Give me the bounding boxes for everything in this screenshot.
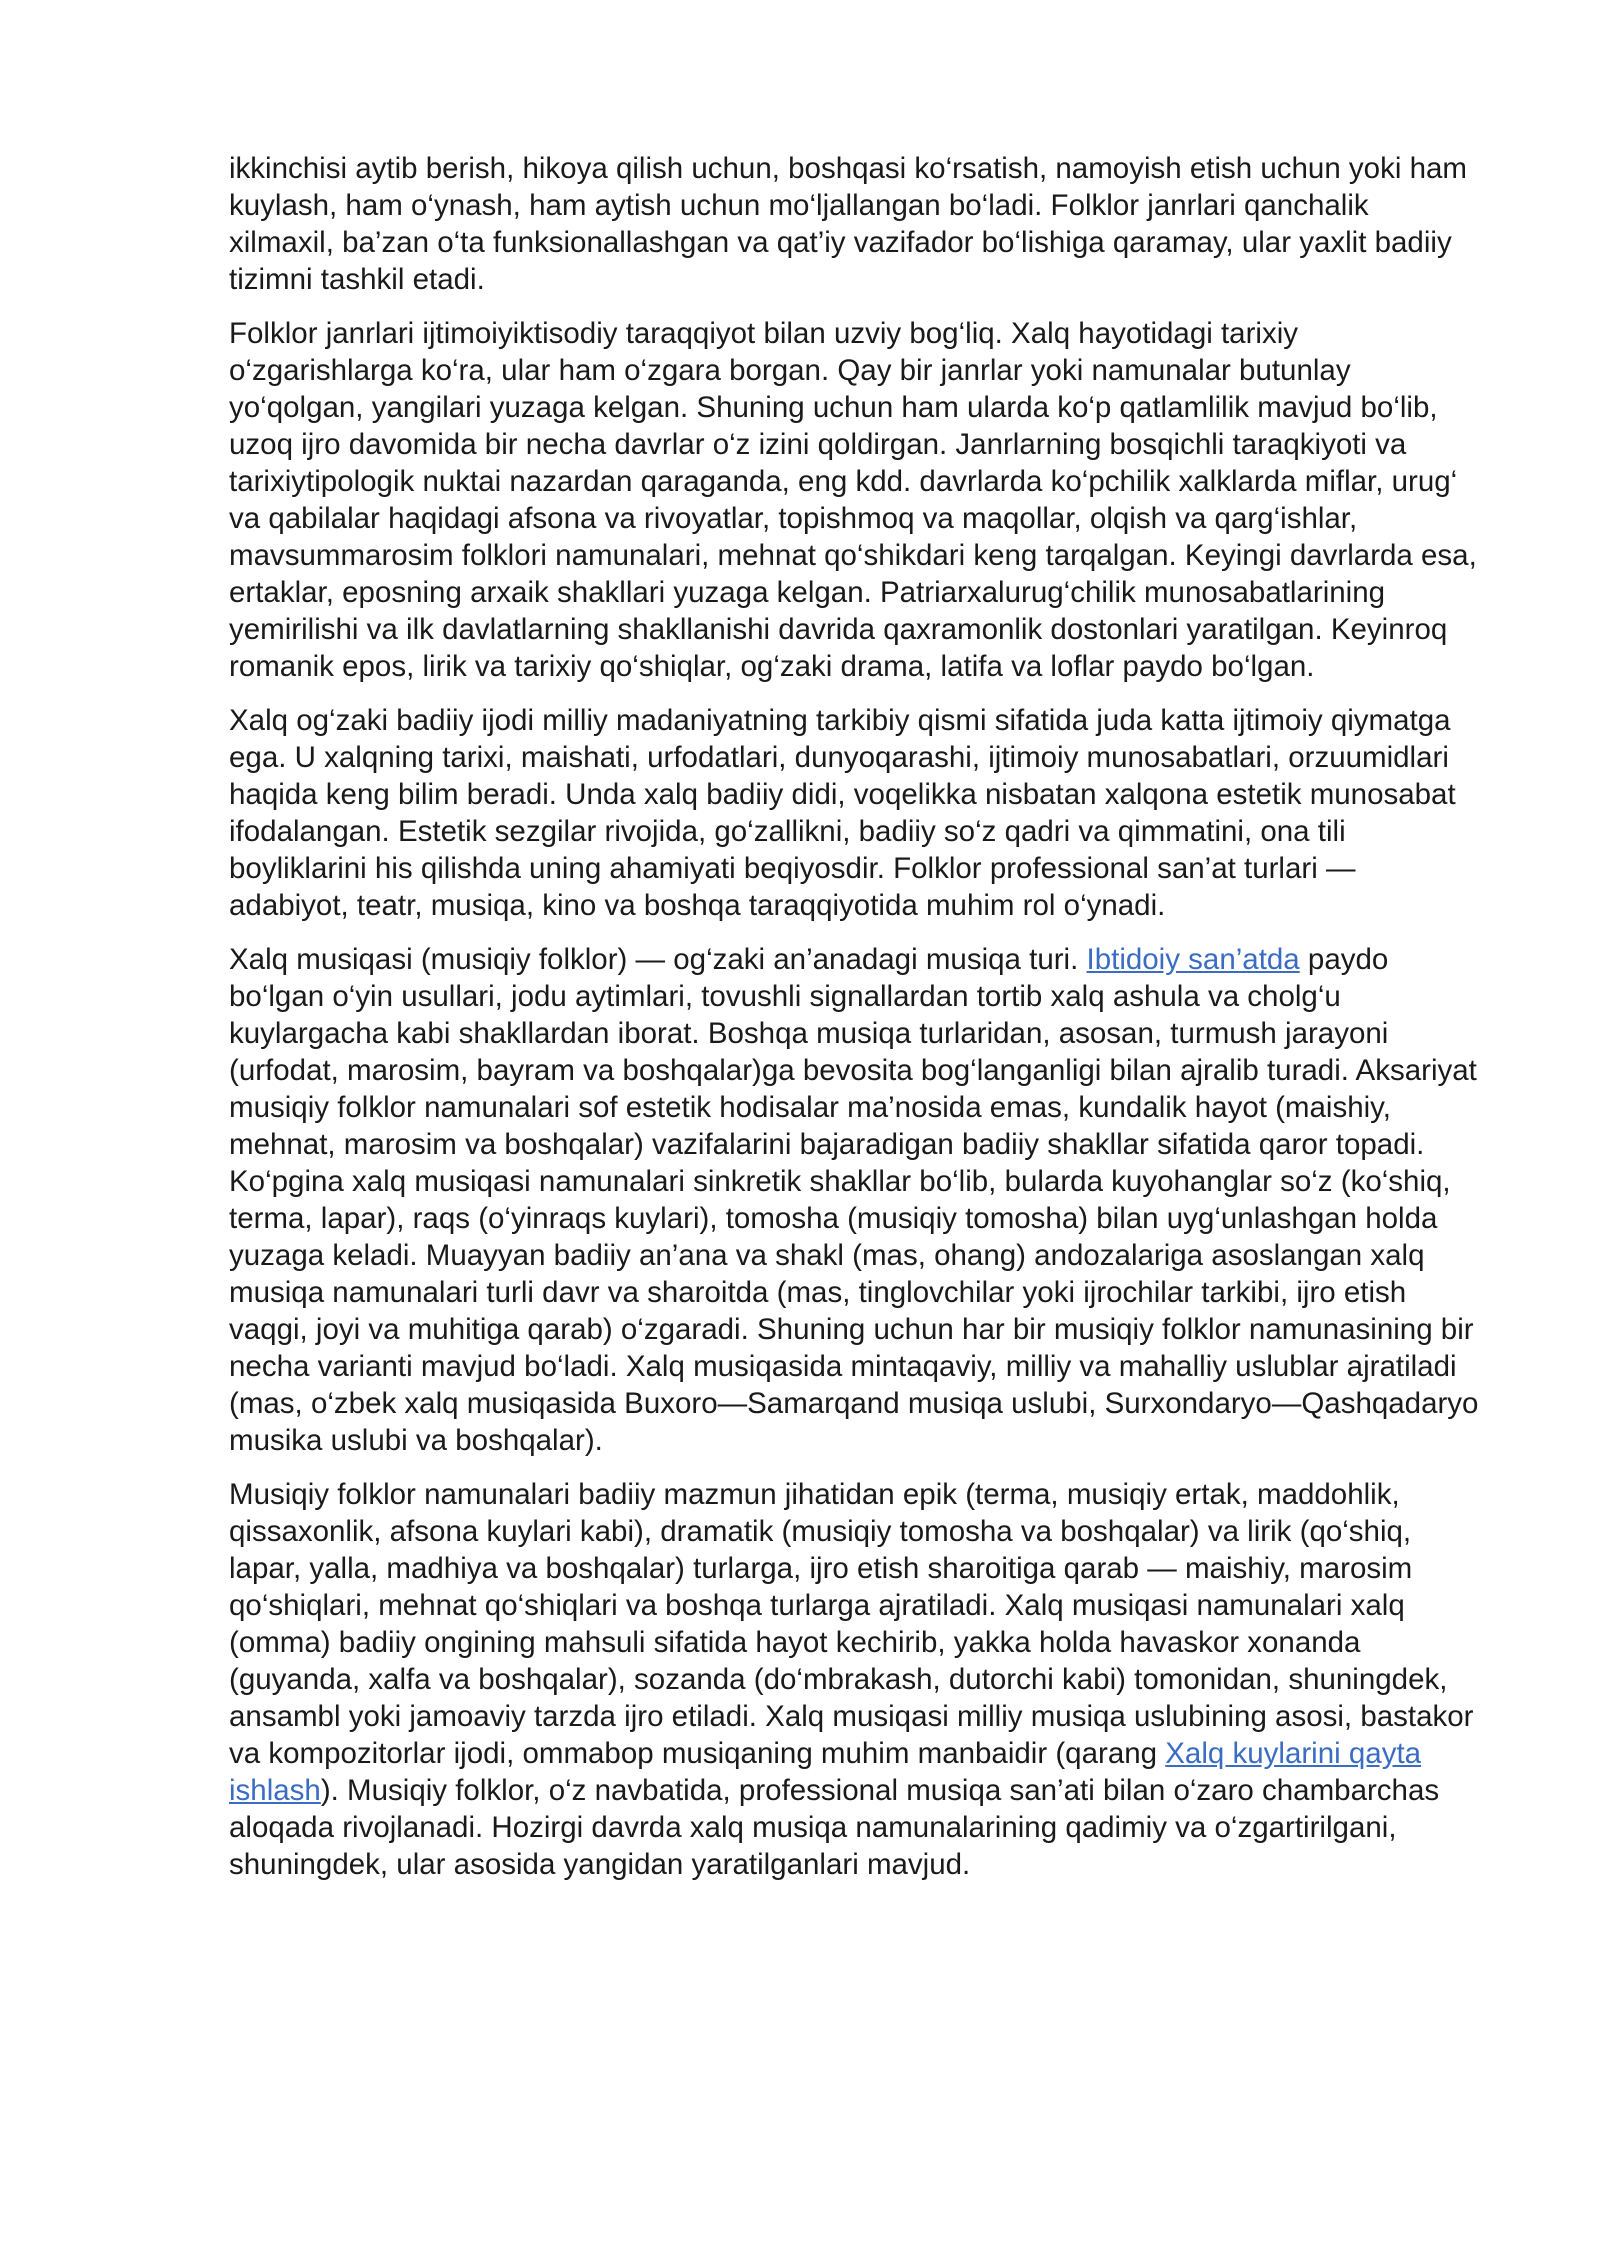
paragraph-3 [229, 702, 1479, 924]
paragraph-2 [229, 315, 1479, 685]
paragraph-text: paydo bo‘lgan o‘yin usullari, jodu aytimlari, tovushli signallardan tortib xalq ashula va cholg‘u kuylargacha kabi shakllardan iborat. Boshqa musiqa turlaridan, asosan, turmush jarayoni (urfodat, marosim, bayram va boshqalar)ga bevosita bog‘langanligi bilan ajralib turadi. Aksariyat musiqiy folklor namunalari sof estetik hodisalar ma’nosida emas, kundalik hayot (maishiy, mehnat, marosim va boshqalar) vazifalarini bajaradigan badiiy shakllar sifatida qaror topadi. Ko‘pgina xalq musiqasi namunalari sinkretik shakllar bo‘lib, bularda kuyohanglar so‘z (ko‘shiq, terma, lapar), raqs (o‘yinraqs kuylari), tomosha (musiqiy tomosha) bilan uyg‘unlashgan holda yuzaga keladi. Muayyan badiiy an’ana va shakl (mas, ohang) andozalariga asoslangan xalq musiqa namunalari turli davr va sharoitda (mas, tinglovchilar yoki ijrochilar tarkibi, ijro etish vaqgi, joyi va muhitiga qarab) o‘zgaradi. Shuning uchun har bir musiqiy folklor namunasining bir necha varianti mavjud bo‘ladi. Xalq musiqasida mintaqaviy, milliy va mahalliy uslublar ajratiladi (mas, o‘zbek xalq musiqasida Buxoro—Samarqand musiqa uslubi, Surxondaryo—Qashqadaryo musika uslubi va boshqalar). [229, 943, 1479, 1457]
paragraph-text: Folklor janrlari ijtimoiyiktisodiy taraqqiyot bilan uzviy bog‘liq. Xalq hayotidagi tarixiy o‘zgarishlarga ko‘ra, ular ham o‘zgara borgan. Qay bir janrlar yoki namunalar butunlay yo‘qolgan, yangilari yuzaga kelgan. Shuning uchun ham ularda ko‘p qatlamlilik mavjud bo‘lib, uzoq ijro davomida bir necha davrlar o‘z izini qoldirgan. Janrlarning bosqichli taraqkiyoti va tarixiytipologik nuktai nazardan qaraganda, eng kdd. davrlarda ko‘pchilik xalklarda miflar, urug‘ va qabilalar haqidagi afsona va rivoyatlar, topishmoq va maqollar, olqish va qarg‘ishlar, mavsummarosim folklori namunalari, mehnat qo‘shikdari keng tarqalgan. Keyingi davrlarda esa, ertaklar, eposning arxaik shakllari yuzaga kelgan. Patriarxalurug‘chilik munosabatlarining yemirilishi va ilk davlatlarning shakllanishi davrida qaxramonlik dostonlari yaratilgan. Keyinroq romanik epos, lirik va tarixiy qo‘shiqlar, og‘zaki drama, latifa va loflar paydo bo‘lgan. [229, 317, 1477, 683]
paragraph-text: ikkinchisi aytib berish, hikoya qilish uchun, boshqasi ko‘rsatish, namoyish etish uchun yoki ham kuylash, ham o‘ynash, ham aytish uchun mo‘ljallangan bo‘ladi. Folklor janrlari qanchalik xilmaxil, ba’zan o‘ta funksionallashgan va qat’iy vazifador bo‘lishiga qaramay, ular yaxlit badiiy tizimni tashkil etadi. [229, 152, 1467, 296]
paragraph-1 [229, 150, 1479, 298]
paragraph-5 [229, 1476, 1479, 1883]
paragraph-text: Xalq og‘zaki badiiy ijodi milliy madaniyatning tarkibiy qismi sifatida juda katta ijtimoiy qiymatga ega. U xalqning tarixi, maishati, urfodatlari, dunyoqarashi, ijtimoiy munosabatlari, orzuumidlari haqida keng bilim beradi. Unda xalq badiiy didi, voqelikka nisbatan xalqona estetik munosabat ifodalangan. Estetik sezgilar rivojida, go‘zallikni, badiiy so‘z qadri va qimmatini, ona tili boyliklarini his qilishda uning ahamiyati beqiyosdir. Folklor professional san’at turlari — adabiyot, teatr, musiqa, kino va boshqa taraqqiyotida muhim rol o‘ynadi. [229, 704, 1456, 922]
paragraph-text: Xalq musiqasi (musiqiy folklor) — og‘zaki an’anadagi musiqa turi. [229, 943, 1087, 976]
paragraph-4 [229, 941, 1479, 1459]
paragraph-text: ). Musiqiy folklor, o‘z navbatida, professional musiqa san’ati bilan o‘zaro chambarchas aloqada rivojlanadi. Hozirgi davrda xalq musiqa namunalarining qadimiy va o‘zgartirilgani, shuningdek, ular asosida yangidan yaratilganlari mavjud. [229, 1774, 1440, 1881]
paragraph-text: Musiqiy folklor namunalari badiiy mazmun jihatidan epik (terma, musiqiy ertak, maddohlik, qissaxonlik, afsona kuylari kabi), dramatik (musiqiy tomosha va boshqalar) va lirik (qo‘shiq, lapar, yalla, madhiya va boshqalar) turlarga, ijro etish sharoitiga qarab — maishiy, marosim qo‘shiqlari, mehnat qo‘shiqlari va boshqa turlarga ajratiladi. Xalq musiqasi namunalari xalq (omma) badiiy ongining mahsuli sifatida hayot kechirib, yakka holda havaskor xonanda (guyanda, xalfa va boshqalar), sozanda (do‘mbrakash, dutorchi kabi) tomonidan, shuningdek, ansambl yoki jamoaviy tarzda ijro etiladi. Xalq musiqasi milliy musiqa uslubining asosi, bastakor va kompozitorlar ijodi, ommabop musiqaning muhim manbaidir (qarang [229, 1478, 1474, 1770]
link-ibtidoiy-sanatda[interactable]: Ibtidoiy san’atda [1086, 943, 1300, 976]
document-body [229, 150, 1479, 1900]
link-xalq-kuylarini-qayta-ishlash[interactable]: Xalq kuylarini qayta ishlash [229, 1737, 1422, 1807]
